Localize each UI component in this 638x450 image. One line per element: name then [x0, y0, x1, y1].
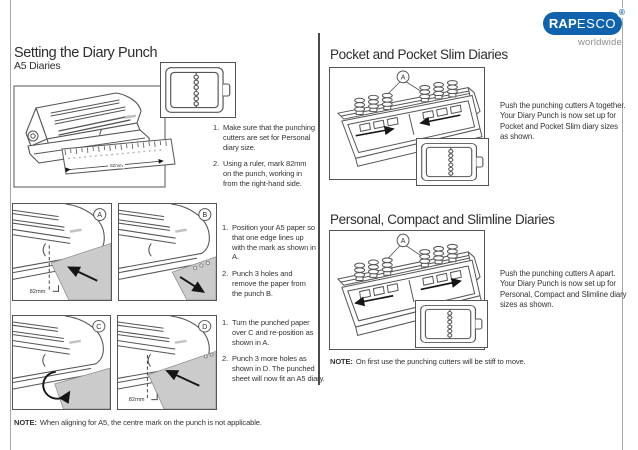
page-edge-line-right	[622, 0, 623, 450]
step-number: 1.	[213, 123, 220, 132]
page-title: Setting the Diary Punch	[14, 45, 158, 61]
rapesco-logo	[543, 8, 625, 35]
panel-letter: C	[96, 322, 102, 331]
punch-setup-diagram	[13, 85, 179, 191]
cd-steps	[222, 318, 325, 391]
note-text: When aligning for A5, the centre mark on the punch is not applicable.	[39, 418, 262, 427]
panel-letter: A	[97, 210, 103, 220]
personal-diary-icon	[415, 300, 488, 348]
logo-text-bold: RAP	[548, 16, 577, 31]
step-text: Using a ruler, mark 82mm on the punch, working in from the right-hand side.	[223, 159, 307, 188]
cutter-label: A	[400, 74, 406, 82]
pocket-diary-icon	[416, 138, 489, 186]
section-heading-personal: Personal, Compact and Slimline Diaries	[330, 212, 555, 227]
paper-sheet	[51, 243, 111, 300]
step-text: Position your A5 paper so that one edge lines up with the mark as shown in A.	[232, 223, 316, 262]
ab-step-1	[222, 223, 317, 262]
step-text: Make sure that the punching cutters are set for Personal diary size.	[223, 123, 315, 152]
step-text: Turn the punched paper over C and re-position as shown in A.	[232, 318, 314, 347]
cutter-label: A	[400, 237, 406, 246]
logo-text-light: ESCO	[576, 16, 617, 31]
page-subtitle: A5 Diaries	[14, 60, 61, 72]
step-number: 2.	[213, 159, 220, 169]
ruler-dimension-label: 82mm	[110, 163, 123, 168]
pocket-instructions: Push the punching cutters A together. Your Diary Punch is now set up for Pocket and Pocket Slim diary sizes as shown.	[500, 101, 626, 141]
dimension-label: 82mm	[128, 397, 145, 404]
logo-pill	[543, 12, 622, 35]
step-number: 1.	[222, 318, 229, 327]
paper-sheet	[148, 351, 216, 409]
section-heading-pocket: Pocket and Pocket Slim Diaries	[330, 47, 508, 62]
dimension-label: 82mm	[29, 288, 46, 295]
first-use-note	[330, 357, 526, 366]
cd-step-1	[222, 318, 325, 347]
paper-sheet	[55, 368, 110, 409]
setup-step-1	[213, 123, 316, 152]
setup-steps	[213, 123, 316, 196]
note-text: On first use the punching cutters will be stiff to move.	[355, 357, 526, 366]
ab-step-2	[222, 269, 317, 298]
step-number: 1.	[222, 223, 229, 232]
step-number: 2.	[222, 354, 229, 364]
panel-d	[117, 315, 217, 410]
ab-steps	[222, 223, 317, 305]
cd-step-2	[222, 354, 325, 383]
registered-mark-icon: ®	[617, 8, 627, 18]
step-text: Punch 3 holes and remove the paper from the punch B.	[232, 269, 306, 298]
a5-note	[14, 418, 262, 427]
a5-diary-icon	[160, 62, 236, 118]
brand-tagline: worldwide	[577, 37, 622, 48]
panel-c	[12, 315, 111, 410]
panel-letter: B	[202, 210, 208, 220]
note-label: NOTE:	[14, 418, 37, 427]
panel-letter: D	[202, 322, 208, 331]
step-number: 2.	[222, 269, 229, 278]
note-label: NOTE:	[330, 357, 353, 366]
step-text: Punch 3 more holes as shown in D. The punched sheet will now fit an A5 diary.	[232, 354, 325, 383]
personal-instructions: Push the punching cutters A apart. Your Diary Punch is now set up for Personal, Compact and Slimline diary sizes as shown.	[500, 269, 627, 309]
page-edge-line-left	[10, 0, 11, 450]
setup-step-2	[213, 159, 316, 188]
panel-b	[118, 203, 217, 301]
panel-a	[12, 203, 112, 301]
